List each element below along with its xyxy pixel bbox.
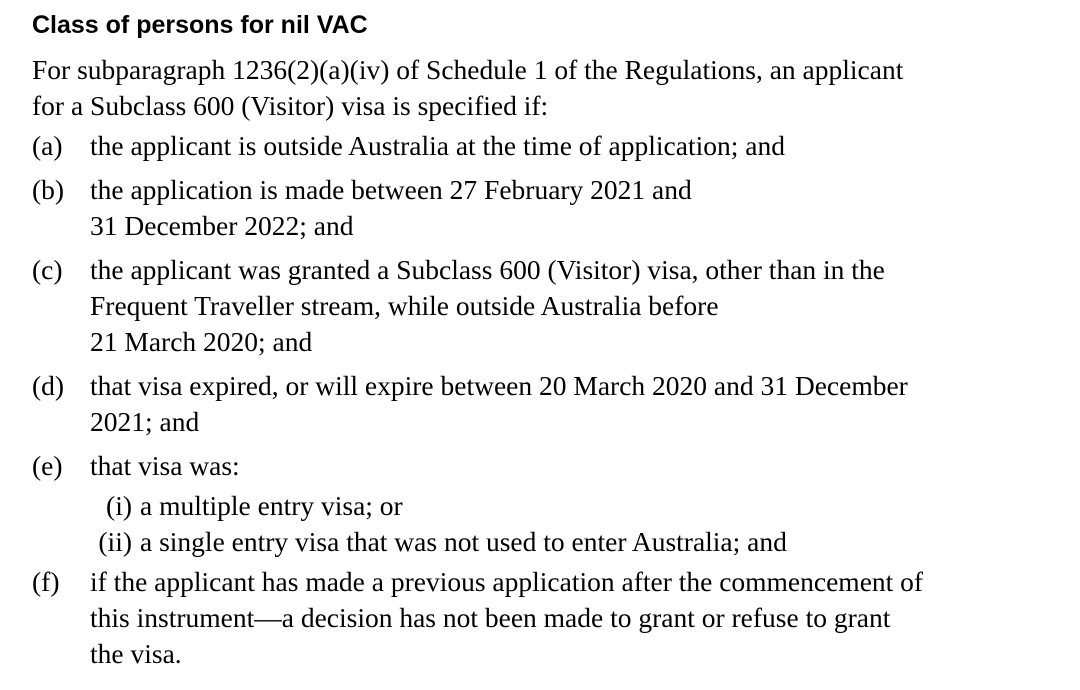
paragraph-label: (d) <box>32 370 65 401</box>
paragraph-line: 21 March 2020; and <box>90 326 313 357</box>
paragraph-line: 31 December 2022; and <box>90 210 354 241</box>
paragraph-text <box>90 172 1072 244</box>
subparagraph-text: a single entry visa that was not used to enter Australia; and <box>140 526 787 557</box>
subparagraph-list <box>32 488 1072 560</box>
paragraph-line: the visa. <box>90 638 182 669</box>
paragraph-b <box>32 172 1072 244</box>
subparagraph-text: a multiple entry visa; or <box>140 490 403 521</box>
paragraph-line: 2021; and <box>90 406 200 437</box>
subparagraph-ii <box>82 524 1072 560</box>
paragraph-line: if the applicant has made a previous application after the commencement of <box>90 566 924 597</box>
paragraph-f <box>32 564 1072 672</box>
intro-line: For subparagraph 1236(2)(a)(iv) of Schedule 1 of the Regulations, an applicant <box>32 54 904 85</box>
section-heading: Class of persons for nil VAC <box>32 11 368 39</box>
paragraph-text <box>90 252 1072 360</box>
paragraph-c <box>32 252 1072 360</box>
paragraph-e <box>32 448 1072 484</box>
subparagraph-label: (ii) <box>98 526 132 557</box>
paragraph-label: (a) <box>32 130 63 161</box>
paragraph-line: this instrument—a decision has not been made to grant or refuse to grant <box>90 602 891 633</box>
document <box>32 0 1072 680</box>
paragraph-label: (e) <box>32 450 63 481</box>
paragraph-line: that visa was: <box>90 450 240 481</box>
paragraph-line: the applicant is outside Australia at the time of application; and <box>90 130 785 161</box>
paragraph-a <box>32 128 1072 164</box>
paragraph-line: Frequent Traveller stream, while outside Australia before <box>90 290 719 321</box>
paragraph-line: the applicant was granted a Subclass 600 (Visitor) visa, other than in the <box>90 254 885 285</box>
subparagraph-i <box>82 488 1072 524</box>
paragraph-text <box>90 564 1072 672</box>
intro-paragraph <box>32 52 1042 124</box>
subparagraph-label: (i) <box>106 490 132 521</box>
paragraph-line: the application is made between 27 February 2021 and <box>90 174 692 205</box>
paragraph-label: (f) <box>32 566 60 597</box>
paragraph-label: (c) <box>32 254 63 285</box>
paragraph-label: (b) <box>32 174 65 205</box>
paragraph-text <box>90 128 1072 164</box>
paragraph-d <box>32 368 1072 440</box>
paragraph-text <box>90 368 1072 440</box>
paragraph-line: that visa expired, or will expire between 20 March 2020 and 31 December <box>90 370 908 401</box>
intro-line: for a Subclass 600 (Visitor) visa is specified if: <box>32 90 549 121</box>
paragraph-text <box>90 448 1072 484</box>
